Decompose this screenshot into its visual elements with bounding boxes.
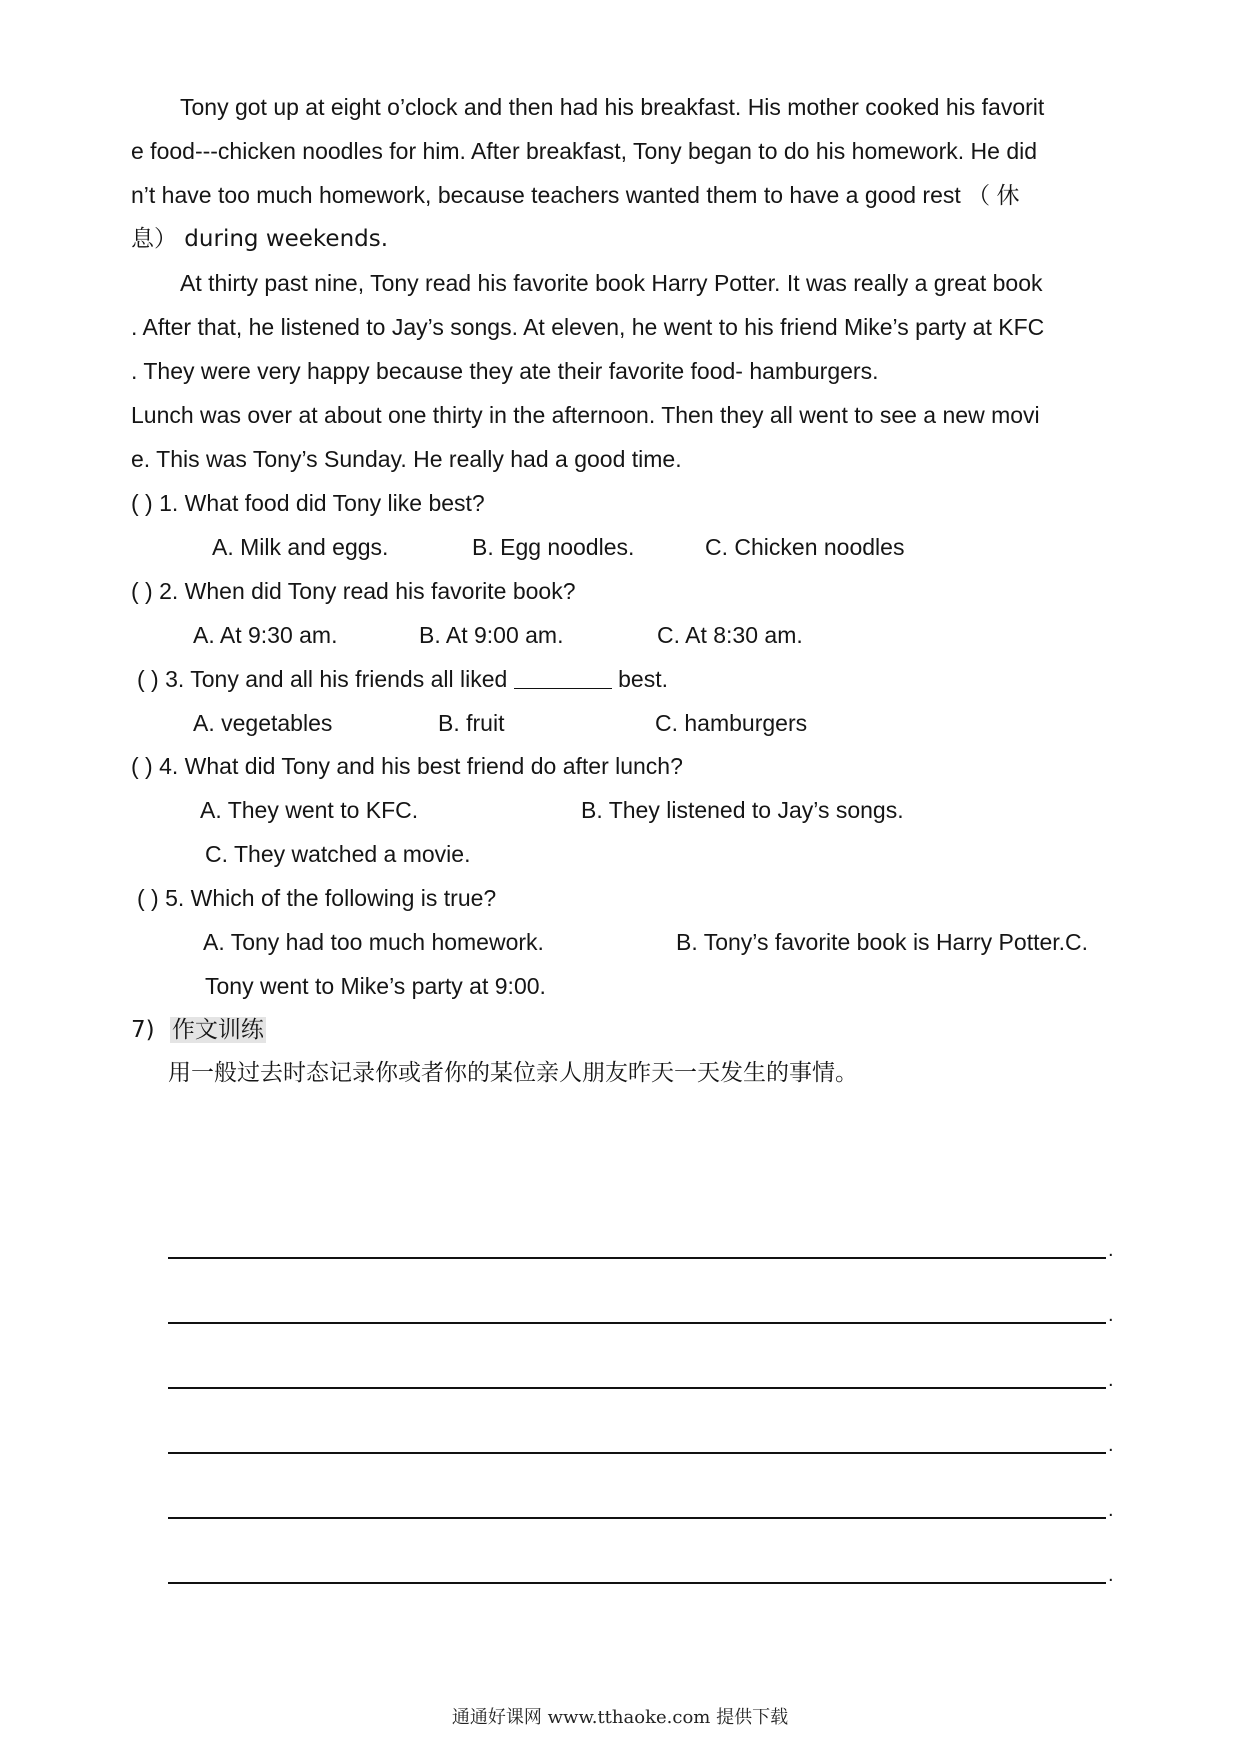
q2-option-a: A. At 9:30 am. bbox=[193, 622, 338, 648]
q2-option-c: C. At 8:30 am. bbox=[657, 622, 803, 648]
q4-option-a: A. They went to KFC. bbox=[200, 797, 419, 823]
writing-line-3[interactable] bbox=[168, 1387, 1106, 1389]
q1-option-b: B. Egg noodles. bbox=[472, 534, 635, 560]
passage-line: At thirty past nine, Tony read his favorite book Harry Potter. It was really a great book bbox=[180, 270, 1043, 296]
question-3-text: ( ) 3. Tony and all his friends all liked bbox=[137, 666, 508, 692]
passage-line: Tony got up at eight o’clock and then had his breakfast. His mother cooked his favorit bbox=[180, 94, 1045, 120]
passage-line: e food---chicken noodles for him. After breakfast, Tony began to do his homework. He did bbox=[131, 138, 1038, 164]
q1-option-a: A. Milk and eggs. bbox=[212, 534, 389, 560]
question-5: ( ) 5. Which of the following is true? bbox=[137, 885, 497, 911]
passage-line: . After that, he listened to Jay’s songs. At eleven, he went to his friend Mike’s party at KFC bbox=[131, 314, 1045, 340]
line-end-dot: . bbox=[1108, 1239, 1114, 1261]
q2-option-b: B. At 9:00 am. bbox=[419, 622, 564, 648]
passage-line: e. This was Tony’s Sunday. He really had a good time. bbox=[131, 446, 682, 472]
page-footer: 通通好课网 www.tthaoke.com 提供下载 bbox=[451, 1707, 789, 1728]
q4-option-c: C. They watched a movie. bbox=[205, 841, 471, 867]
line-end-dot: . bbox=[1108, 1499, 1114, 1521]
writing-line-1[interactable] bbox=[168, 1257, 1106, 1259]
writing-heading bbox=[131, 1015, 266, 1045]
writing-line-6[interactable] bbox=[168, 1582, 1106, 1584]
question-2: ( ) 2. When did Tony read his favorite book? bbox=[131, 578, 576, 604]
passage-line: . They were very happy because they ate their favorite food- hamburgers. bbox=[131, 358, 879, 384]
section-title: 作文训练 bbox=[171, 1017, 264, 1043]
q5-option-b: B. Tony’s favorite book is Harry Potter.C. bbox=[676, 929, 1089, 955]
line-end-dot: . bbox=[1108, 1304, 1114, 1326]
q5-option-a: A. Tony had too much homework. bbox=[203, 929, 544, 955]
writing-line-2[interactable] bbox=[168, 1322, 1106, 1324]
question-1: ( ) 1. What food did Tony like best? bbox=[131, 490, 485, 516]
q5-option-c: Tony went to Mike’s party at 9:00. bbox=[205, 973, 546, 999]
section-number: 7) bbox=[131, 1017, 155, 1043]
question-4: ( ) 4. What did Tony and his best friend do after lunch? bbox=[131, 753, 683, 779]
q3-option-a: A. vegetables bbox=[193, 710, 333, 736]
passage-line: n’t have too much homework, because teachers wanted them to have a good rest （ 休 bbox=[131, 182, 1020, 208]
q3-option-c: C. hamburgers bbox=[655, 710, 808, 736]
q4-option-b: B. They listened to Jay’s songs. bbox=[581, 797, 904, 823]
q1-option-c: C. Chicken noodles bbox=[705, 534, 905, 560]
line-end-dot: . bbox=[1108, 1369, 1114, 1391]
question-3-text-end: best. bbox=[618, 666, 668, 692]
question-3 bbox=[137, 664, 668, 694]
writing-line-4[interactable] bbox=[168, 1452, 1106, 1454]
line-end-dot: . bbox=[1108, 1564, 1114, 1586]
answer-blank bbox=[514, 668, 612, 689]
line-end-dot: . bbox=[1108, 1434, 1114, 1456]
passage-line: Lunch was over at about one thirty in the afternoon. Then they all went to see a new movi bbox=[131, 402, 1040, 428]
writing-line-5[interactable] bbox=[168, 1517, 1106, 1519]
writing-instruction: 用一般过去时态记录你或者你的某位亲人朋友昨天一天发生的事情。 bbox=[168, 1060, 858, 1086]
q3-option-b: B. fruit bbox=[438, 710, 505, 736]
passage-line: 息） during weekends. bbox=[131, 226, 389, 252]
